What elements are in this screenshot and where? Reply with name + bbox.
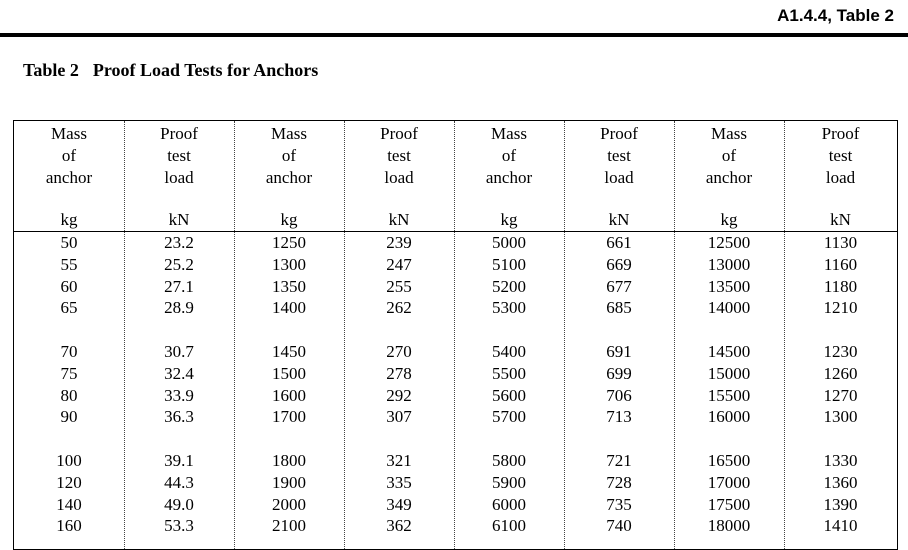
table-cell: 661 xyxy=(606,233,632,252)
table-cell: 721 xyxy=(606,451,632,470)
table-cell: 120 xyxy=(56,472,82,492)
table-cell: 25.2 xyxy=(164,254,194,274)
table-cell: 1210 xyxy=(823,298,858,318)
table-column xyxy=(124,121,235,549)
table-cell: 1180 xyxy=(823,276,858,296)
table-cell: 50 xyxy=(60,233,78,252)
table-cell: 14500 xyxy=(707,342,751,361)
column-unit: kg xyxy=(280,210,298,229)
table-cell: 18000 xyxy=(707,516,751,536)
table-cell: 13500 xyxy=(707,276,751,296)
table-cell: 17500 xyxy=(707,494,751,514)
table-cell: 1410 xyxy=(823,516,858,536)
table-cell: 2100 xyxy=(272,516,306,536)
table-cell: 2000 xyxy=(272,494,306,514)
table-cell: 1500 xyxy=(272,363,306,383)
table-cell: 14000 xyxy=(707,298,751,318)
table-cell: 17000 xyxy=(707,472,751,492)
table-cell: 278 xyxy=(386,363,412,383)
column-header-line: Mass xyxy=(711,124,747,143)
table-cell: 33.9 xyxy=(164,385,194,405)
table-cell: 53.3 xyxy=(164,516,194,536)
table-column xyxy=(14,121,125,549)
table-cell: 685 xyxy=(606,298,632,318)
table-cell: 1300 xyxy=(823,407,858,427)
table-cell: 100 xyxy=(56,451,82,470)
table-cell: 49.0 xyxy=(164,494,194,514)
table-cell: 362 xyxy=(386,516,412,536)
table-cell: 699 xyxy=(606,363,632,383)
table-cell: 160 xyxy=(56,516,82,536)
table-cell: 270 xyxy=(386,342,412,361)
column-header xyxy=(454,123,564,189)
table-cell: 70 xyxy=(60,342,78,361)
column-header-line: of xyxy=(721,146,737,165)
table-cell: 1350 xyxy=(272,276,306,296)
column-header-line: Mass xyxy=(271,124,307,143)
column-unit: kg xyxy=(720,210,738,229)
header-rule xyxy=(0,33,908,37)
column-header-line: of xyxy=(501,146,517,165)
table-cell: 80 xyxy=(60,385,78,405)
column-header-line: Proof xyxy=(821,124,860,143)
table-cell: 13000 xyxy=(707,254,751,274)
table-cell: 335 xyxy=(386,472,412,492)
table-cell: 5600 xyxy=(492,385,526,405)
column-header xyxy=(564,123,674,189)
table-column xyxy=(234,121,345,549)
table-cell: 349 xyxy=(386,494,412,514)
table-cell: 735 xyxy=(606,494,632,514)
table-cell: 90 xyxy=(60,407,78,427)
column-header-line: test xyxy=(607,146,631,165)
column-header xyxy=(674,123,784,189)
column-header-line: load xyxy=(604,168,634,187)
table-cell: 239 xyxy=(386,233,412,252)
table-cell: 28.9 xyxy=(164,298,194,318)
column-header-line: anchor xyxy=(705,168,753,187)
column-unit: kN xyxy=(608,210,630,229)
table-cell: 15000 xyxy=(707,363,751,383)
column-header-line: of xyxy=(281,146,297,165)
table-cell: 16000 xyxy=(707,407,751,427)
table-cell: 713 xyxy=(606,407,632,427)
table-cell: 140 xyxy=(56,494,82,514)
table-cell: 5200 xyxy=(492,276,526,296)
table-cell: 1270 xyxy=(823,385,858,405)
column-header-line: Proof xyxy=(380,124,418,143)
table-cell: 12500 xyxy=(707,233,751,252)
column-unit: kg xyxy=(500,210,518,229)
table-cell: 1450 xyxy=(272,342,306,361)
table-cell: 60 xyxy=(60,276,78,296)
table-cell: 1400 xyxy=(272,298,306,318)
column-header xyxy=(14,123,124,189)
table-cell: 1130 xyxy=(823,233,858,252)
table-cell: 706 xyxy=(606,385,632,405)
table-cell: 691 xyxy=(606,342,632,361)
table-cell: 5700 xyxy=(492,407,526,427)
proof-load-table xyxy=(13,120,898,550)
table-cell: 1700 xyxy=(272,407,306,427)
table-cell: 27.1 xyxy=(164,276,194,296)
table-cell: 5500 xyxy=(492,363,526,383)
table-cell: 5800 xyxy=(492,451,526,470)
table-cell: 1260 xyxy=(823,363,858,383)
table-number: Table 2 xyxy=(23,60,79,80)
table-column xyxy=(564,121,675,549)
table-cell: 307 xyxy=(386,407,412,427)
column-header-line: Mass xyxy=(51,124,87,143)
column-header-line: Proof xyxy=(600,124,638,143)
table-cell: 5400 xyxy=(492,342,526,361)
table-cell: 1230 xyxy=(823,342,858,361)
table-cell: 65 xyxy=(60,298,78,318)
column-header-line: Mass xyxy=(491,124,527,143)
table-cell: 36.3 xyxy=(164,407,194,427)
table-cell: 55 xyxy=(60,254,78,274)
column-unit: kg xyxy=(60,210,78,229)
table-cell: 1390 xyxy=(823,494,858,514)
table-cell: 6000 xyxy=(492,494,526,514)
column-header-line: load xyxy=(164,168,194,187)
table-cell: 255 xyxy=(386,276,412,296)
table-cell: 44.3 xyxy=(164,472,194,492)
table-cell: 262 xyxy=(386,298,412,318)
column-unit: kN xyxy=(830,210,851,229)
table-cell: 740 xyxy=(606,516,632,536)
table-cell: 5900 xyxy=(492,472,526,492)
table-cell: 5100 xyxy=(492,254,526,274)
table-column xyxy=(674,121,785,549)
table-cell: 16500 xyxy=(707,451,751,470)
table-caption xyxy=(23,60,318,81)
column-header-line: anchor xyxy=(265,168,313,187)
column-header xyxy=(784,123,897,189)
table-cell: 1160 xyxy=(823,254,858,274)
table-cell: 6100 xyxy=(492,516,526,536)
table-cell: 1300 xyxy=(272,254,306,274)
table-cell: 1330 xyxy=(823,451,858,470)
table-cell: 669 xyxy=(606,254,632,274)
column-header-line: test xyxy=(167,146,191,165)
table-cell: 728 xyxy=(606,472,632,492)
table-cell: 247 xyxy=(386,254,412,274)
column-header-line: test xyxy=(387,146,411,165)
table-cell: 1900 xyxy=(272,472,306,492)
table-column xyxy=(454,121,565,549)
column-header xyxy=(344,123,454,189)
table-cell: 1600 xyxy=(272,385,306,405)
table-cell: 1250 xyxy=(272,233,306,252)
table-cell: 321 xyxy=(386,451,412,470)
table-cell: 23.2 xyxy=(164,233,194,252)
table-cell: 32.4 xyxy=(164,363,194,383)
column-unit: kN xyxy=(388,210,410,229)
column-header-line: load xyxy=(384,168,414,187)
table-cell: 1800 xyxy=(272,451,306,470)
table-cell: 677 xyxy=(606,276,632,296)
column-header-line: Proof xyxy=(160,124,198,143)
table-cell: 30.7 xyxy=(164,342,194,361)
table-cell: 292 xyxy=(386,385,412,405)
table-column xyxy=(784,121,897,549)
table-cell: 75 xyxy=(60,363,78,383)
section-reference: A1.4.4, Table 2 xyxy=(777,6,894,25)
table-cell: 5300 xyxy=(492,298,526,318)
table-title: Proof Load Tests for Anchors xyxy=(92,60,319,80)
table-cell: 1360 xyxy=(823,472,858,492)
table-cell: 39.1 xyxy=(164,451,194,470)
column-header xyxy=(234,123,344,189)
table-cell: 5000 xyxy=(492,233,526,252)
column-header-line: anchor xyxy=(45,168,93,187)
column-header xyxy=(124,123,234,189)
column-header-line: of xyxy=(61,146,77,165)
table-cell: 15500 xyxy=(707,385,751,405)
column-unit: kN xyxy=(168,210,190,229)
table-column xyxy=(344,121,455,549)
column-header-line: test xyxy=(828,146,853,165)
column-header-line: anchor xyxy=(485,168,533,187)
column-header-line: load xyxy=(825,168,856,187)
